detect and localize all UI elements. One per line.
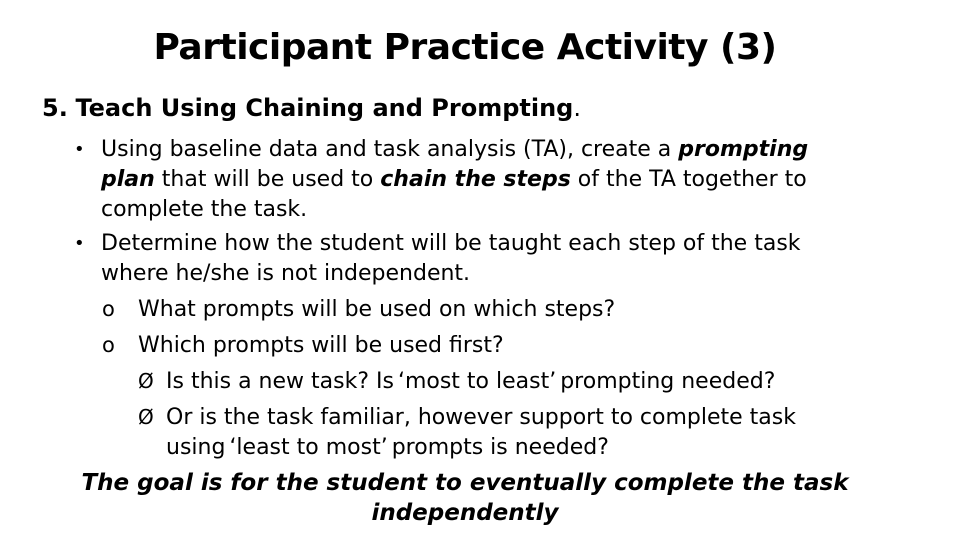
arrow1-text-post: prompting needed? (560, 369, 776, 394)
heading-text: Teach Using Chaining and Prompting (75, 94, 574, 122)
bullet2-line1: Determine how the student will be taught each step of the task (101, 231, 801, 256)
slide-title: Participant Practice Activity (3) (153, 27, 777, 68)
arrow2-quoted: ‘least to most’ (229, 435, 388, 460)
bullet2-line2: where he/she is not independent. (101, 261, 471, 286)
heading-number: 5. (42, 94, 68, 122)
bullet1-text-c: of the TA together to (570, 167, 807, 192)
arrow-bullet-2-line1: Or is the task familiar, however support to complete task (166, 405, 796, 430)
sub-marker-2: o (102, 333, 115, 357)
bullet1-emphasis-prompting: prompting (678, 137, 809, 162)
goal-line-1: The goal is for the student to eventually complete the task (81, 470, 849, 496)
bullet1-text-a: Using baseline data and task analysis (TA), create a (101, 137, 679, 162)
arrow-bullet-1 (166, 366, 775, 397)
sub-marker-1: o (102, 297, 115, 321)
heading-period: . (573, 94, 581, 122)
bullet1-line3: complete the task. (101, 197, 308, 222)
bullet1-line2 (101, 164, 807, 195)
bullet1-text-b: that will be used to (154, 167, 381, 192)
goal-line-2: independently (371, 500, 559, 526)
arrow1-text-pre: Is this a new task? Is (166, 369, 394, 394)
sub-bullet-1: What prompts will be used on which steps? (138, 297, 616, 322)
arrow-marker-2: Ø (138, 405, 154, 429)
bullet-marker-1: • (74, 139, 85, 160)
arrow-marker-1: Ø (138, 369, 154, 393)
bullet1-emphasis-chain: chain the steps (380, 167, 571, 192)
arrow1-quoted: ‘most to least’ (397, 369, 557, 394)
bullet1-line1 (101, 134, 808, 165)
sub-bullet-2: Which prompts will be used first? (138, 333, 504, 358)
bullet-marker-2: • (74, 233, 85, 254)
arrow2-text-pre: using (166, 435, 226, 460)
section-heading (42, 90, 581, 126)
bullet1-emphasis-plan: plan (101, 167, 155, 192)
arrow2-text-post: prompts is needed? (391, 435, 609, 460)
arrow-bullet-2-line2 (166, 432, 609, 463)
